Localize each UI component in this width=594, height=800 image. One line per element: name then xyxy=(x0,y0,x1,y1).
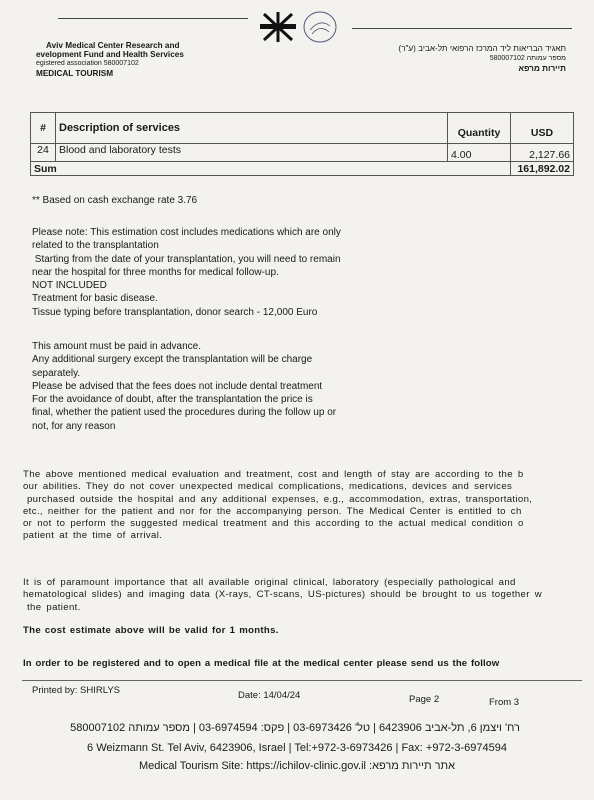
row-quantity: 4.00 xyxy=(448,144,511,162)
seal-stamp-icon xyxy=(302,10,338,44)
para-line: It is of paramount importance that all available original clinical, laboratory (especially pathological and xyxy=(23,577,516,588)
note-line: related to the transplantation xyxy=(32,240,159,252)
note-line: final, whether the patient used the procedures during the follow up or xyxy=(32,407,337,419)
validity-statement: The cost estimate above will be valid for 1 months. xyxy=(23,625,279,636)
note-line: Please note: This estimation cost includes medications which are only xyxy=(32,227,341,238)
col-usd: USD xyxy=(511,113,574,144)
col-number: # xyxy=(31,113,56,144)
note-line: NOT INCLUDED xyxy=(32,280,107,292)
registration-statement: In order to be registered and to open a medical file at the medical center please send us the follow xyxy=(23,658,500,669)
org-name-he: תאגיד הבריאות ליד המרכז הרפואי תל-אביב (ע"ר) xyxy=(398,44,566,53)
org-reg-he: מספר עמותה 580007102 xyxy=(489,55,566,62)
page-number: Page 2 xyxy=(409,694,440,705)
sum-label: Sum xyxy=(31,162,511,176)
address-english: 6 Weizmann St. Tel Aviv, 6423906, Israel | Tel:+972-3-6973426 | Fax: +972-3-6974594 xyxy=(87,742,507,754)
table-row xyxy=(31,144,574,162)
note-line: near the hospital for three months for medical follow-up. xyxy=(32,266,279,278)
col-description: Description of services xyxy=(56,113,448,144)
exchange-rate-note: ** Based on cash exchange rate 3.76 xyxy=(32,195,198,206)
tourism-site: Medical Tourism Site: https://ichilov-clinic.gov.il :אתר תיירות מרפא xyxy=(139,760,455,772)
para-line: patient at the time of arrival. xyxy=(23,530,163,542)
page-total: From 3 xyxy=(489,697,520,708)
note-line: For the avoidance of doubt, after the transplantation the price is xyxy=(32,394,313,406)
note-line: not, for any reason xyxy=(32,420,116,432)
para-line: The above mentioned medical evaluation and treatment, cost and length of stay are according to the b xyxy=(23,469,524,480)
hospital-logo-icon xyxy=(258,10,298,44)
notes-block-1 xyxy=(32,226,341,319)
org-name-line2: evelopment Fund and Health Services xyxy=(36,50,184,59)
note-line: separately. xyxy=(32,367,81,379)
dept-name: MEDICAL TOURISM xyxy=(36,69,114,78)
print-date: Date: 14/04/24 xyxy=(238,690,301,701)
para-line: our abilities. They do not cover unexpected medical complications, medications, devices and services xyxy=(23,481,513,493)
note-line: Treatment for basic disease. xyxy=(32,293,158,305)
col-quantity: Quantity xyxy=(448,113,511,144)
note-line: Tissue typing before transplantation, donor search - 12,000 Euro xyxy=(32,306,318,318)
documents-paragraph xyxy=(23,577,583,614)
header-rule-left xyxy=(58,18,248,19)
row-usd: 2,127.66 xyxy=(511,144,574,162)
address-hebrew: רח' ויצמן 6, תל-אביב 6423906 | טל' 03-6973426 | פקס: 03-6974594 | מספר עמותה 580007102 xyxy=(70,722,520,734)
note-line: Any additional surgery except the transplantation will be charge xyxy=(32,354,313,366)
sum-row xyxy=(31,162,574,176)
para-line: hematological slides) and imaging data (X-rays, CT-scans, US-pictures) should be brought to us together w xyxy=(23,589,543,601)
org-name-line1: Aviv Medical Center Research and xyxy=(46,41,180,50)
row-description: Blood and laboratory tests xyxy=(56,144,448,162)
sum-value: 161,892.02 xyxy=(511,162,574,176)
footer-rule xyxy=(22,680,582,681)
para-line: the patient. xyxy=(27,601,81,613)
note-line: Please be advised that the fees does not include dental treatment xyxy=(32,380,323,392)
header-rule-right xyxy=(352,28,572,29)
para-line: or not to perform the suggested medical treatment and this according to the actual medical condition o xyxy=(23,518,524,530)
note-line: Starting from the date of your transplantation, you will need to remain xyxy=(32,253,341,265)
notes-block-2 xyxy=(32,340,336,433)
services-table xyxy=(30,112,574,176)
row-number: 24 xyxy=(31,144,56,162)
para-line: etc., neither for the patient and nor for the accompanying person. The Medical Center is entitled to ch xyxy=(23,505,522,517)
disclaimer-paragraph xyxy=(23,469,583,543)
para-line: purchased outside the hospital and any additional expenses, e.g., accommodation, extras, transportation, xyxy=(27,493,533,505)
table-header-row xyxy=(31,113,574,144)
dept-name-he: תיירות מרפא xyxy=(518,64,566,73)
org-header-en xyxy=(36,41,184,78)
printed-by: Printed by: SHIRLYS xyxy=(32,685,121,696)
note-line: This amount must be paid in advance. xyxy=(32,341,201,352)
org-reg-number: egistered association 580007102 xyxy=(36,60,139,67)
org-header-he xyxy=(398,44,566,74)
